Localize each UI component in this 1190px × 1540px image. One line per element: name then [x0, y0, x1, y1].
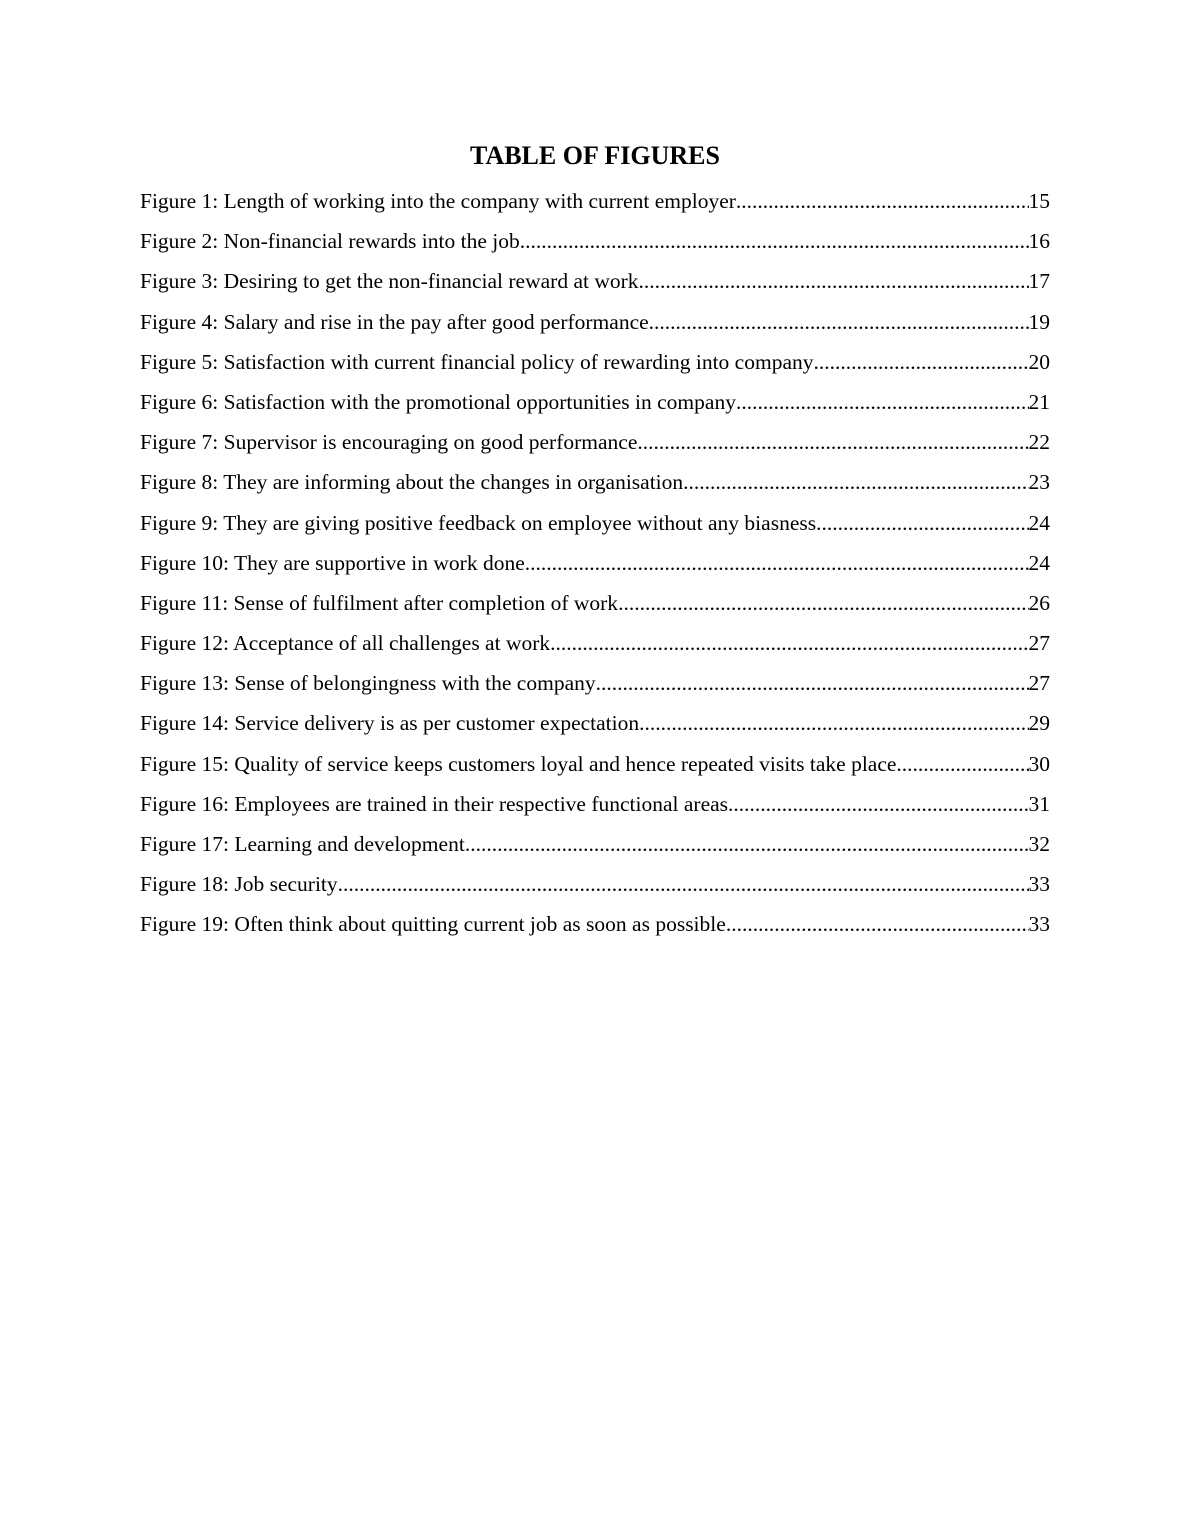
toc-dot-leader — [639, 707, 1028, 739]
toc-entry-label: Figure 14: Service delivery is as per customer expectation — [140, 711, 640, 736]
toc-entry-label: Figure 9: They are giving positive feedback on employee without any biasness — [140, 510, 817, 535]
toc-entry[interactable] — [140, 466, 1050, 506]
toc-dot-leader — [525, 547, 1029, 579]
toc-dot-leader — [338, 868, 1029, 900]
toc-dot-leader — [520, 225, 1029, 257]
toc-entry-label: Figure 17: Learning and development — [140, 832, 465, 856]
toc-dot-leader — [639, 265, 1029, 297]
toc-page-number: 30 — [1028, 751, 1050, 776]
toc-entry-label: Figure 12: Acceptance of all challenges at work — [140, 631, 551, 656]
toc-dot-leader — [465, 828, 1029, 860]
toc-entry-label: Figure 10: They are supportive in work done — [140, 550, 525, 575]
toc-entry[interactable] — [140, 426, 1050, 466]
toc-dot-leader — [728, 788, 1028, 820]
toc-page-number: 15 — [1028, 189, 1050, 213]
toc-page-number: 23 — [1028, 470, 1050, 495]
toc-entry-label: Figure 5: Satisfaction with current financial policy of rewarding into company — [140, 349, 814, 374]
toc-page-number: 24 — [1028, 510, 1050, 535]
toc-dot-leader — [736, 386, 1029, 418]
toc-dot-leader — [637, 426, 1028, 458]
toc-page-number: 27 — [1028, 671, 1050, 696]
toc-entry[interactable] — [140, 627, 1050, 667]
toc-page-number: 21 — [1028, 389, 1050, 414]
toc-entry-label: Figure 6: Satisfaction with the promotional opportunities in company — [140, 389, 736, 414]
toc-entry-label: Figure 19: Often think about quitting current job as soon as possible — [140, 912, 726, 937]
toc-dot-leader — [816, 507, 1028, 539]
toc-entry[interactable] — [140, 547, 1050, 587]
toc-dot-leader — [550, 627, 1028, 659]
toc-page-number: 33 — [1028, 912, 1050, 937]
toc-page-number: 24 — [1028, 550, 1050, 575]
toc-entry[interactable] — [140, 828, 1050, 868]
toc-dot-leader — [726, 908, 1029, 940]
toc-page-number: 29 — [1028, 711, 1050, 736]
toc-dot-leader — [813, 346, 1028, 378]
toc-entry[interactable] — [140, 587, 1050, 627]
toc-entry-label: Figure 18: Job security — [140, 872, 338, 897]
toc-dot-leader — [896, 748, 1028, 780]
toc-dot-leader — [683, 466, 1028, 498]
toc-entry[interactable] — [140, 265, 1050, 305]
toc-page-number: 17 — [1028, 269, 1050, 294]
toc-entry[interactable] — [140, 707, 1050, 747]
toc-entry[interactable] — [140, 225, 1050, 265]
toc-entry-label: Figure 8: They are informing about the changes in organisation — [140, 470, 684, 495]
toc-dot-leader — [649, 306, 1029, 338]
toc-entry-label: Figure 7: Supervisor is encouraging on good performance — [140, 430, 638, 455]
toc-entry[interactable] — [140, 748, 1050, 788]
toc-page-number: 31 — [1028, 791, 1050, 816]
toc-page-number: 19 — [1028, 309, 1050, 334]
toc-page-number: 22 — [1028, 430, 1050, 455]
toc-entry-label: Figure 3: Desiring to get the non-financial reward at work — [140, 269, 639, 294]
toc-page-number: 32 — [1028, 832, 1050, 856]
toc-page-number: 16 — [1028, 229, 1050, 254]
toc-entry[interactable] — [140, 386, 1050, 426]
toc-entry[interactable] — [140, 507, 1050, 547]
toc-entry[interactable] — [140, 908, 1050, 948]
page-title: TABLE OF FIGURES — [470, 141, 720, 170]
toc-entry[interactable] — [140, 306, 1050, 346]
toc-entry-label: Figure 13: Sense of belongingness with the company — [140, 671, 596, 696]
toc-entry-label: Figure 16: Employees are trained in their respective functional areas — [140, 791, 729, 816]
table-of-figures — [140, 185, 1050, 949]
toc-page-number: 26 — [1028, 590, 1050, 615]
toc-dot-leader — [618, 587, 1028, 619]
toc-page-number: 27 — [1028, 631, 1050, 656]
toc-entry[interactable] — [140, 185, 1050, 225]
toc-entry-label: Figure 15: Quality of service keeps customers loyal and hence repeated visits take place — [140, 751, 897, 776]
toc-page-number: 33 — [1028, 872, 1050, 897]
toc-entry-label: Figure 11: Sense of fulfilment after completion of work — [140, 590, 619, 615]
toc-entry-label: Figure 2: Non-financial rewards into the job — [140, 229, 520, 254]
toc-dot-leader — [596, 667, 1029, 699]
toc-entry[interactable] — [140, 868, 1050, 908]
toc-dot-leader — [736, 185, 1029, 217]
toc-entry[interactable] — [140, 667, 1050, 707]
toc-page-number: 20 — [1028, 349, 1050, 374]
toc-entry[interactable] — [140, 346, 1050, 386]
toc-entry-label: Figure 1: Length of working into the company with current employer — [140, 189, 736, 213]
toc-entry-label: Figure 4: Salary and rise in the pay after good performance — [140, 309, 649, 334]
toc-entry[interactable] — [140, 788, 1050, 828]
